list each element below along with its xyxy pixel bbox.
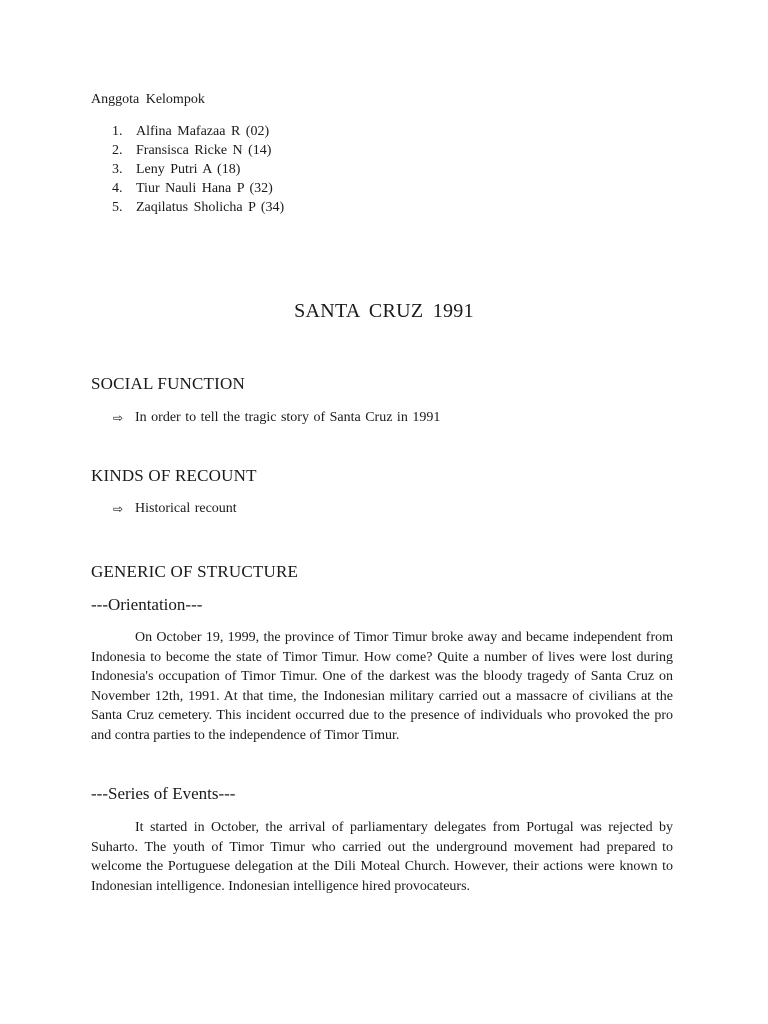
list-item <box>112 179 284 198</box>
social-function-bullet <box>113 410 440 426</box>
series-of-events-label: ---Series of Events--- <box>91 784 236 803</box>
member-name: Zaqilatus Sholicha P (34) <box>136 200 285 215</box>
list-number: 4. <box>112 181 123 196</box>
member-name: Fransisca Ricke N (14) <box>136 143 272 158</box>
bullet-text: Historical recount <box>135 501 237 516</box>
kinds-of-recount-bullet <box>113 501 237 517</box>
list-item <box>112 141 284 160</box>
orientation-label: ---Orientation--- <box>91 595 203 614</box>
generic-structure-heading: GENERIC OF STRUCTURE <box>91 562 299 581</box>
list-number: 1. <box>112 124 123 139</box>
arrow-bullet-icon: ⇨ <box>113 411 124 425</box>
member-name: Alfina Mafazaa R (02) <box>136 124 270 139</box>
orientation-paragraph: On October 19, 1999, the province of Timor Timur broke away and became independent from Indonesia to become the state of Timor Timur. How come? Quite a number of lives were lost during Indonesia's occupation of Timor Timur. One of the darkest was the bloody tragedy of Santa Cruz on November 12th, 1991. At that time, the Indonesian military carried out a massacre of civilians at the Santa Cruz cemetery. This incident occurred due to the presence of individuals who provoked the pro and contra parties to the independence of Timor Timur. <box>91 630 673 743</box>
list-item <box>112 122 284 141</box>
bullet-text: In order to tell the tragic story of Santa Cruz in 1991 <box>135 410 441 425</box>
member-name: Tiur Nauli Hana P (32) <box>136 181 273 196</box>
list-number: 5. <box>112 200 123 215</box>
social-function-heading: SOCIAL FUNCTION <box>91 374 245 393</box>
list-number: 2. <box>112 143 123 158</box>
member-name: Leny Putri A (18) <box>136 162 241 177</box>
kinds-of-recount-heading: KINDS OF RECOUNT <box>91 466 257 485</box>
page-title: SANTA CRUZ 1991 <box>294 300 474 322</box>
member-list <box>112 122 284 217</box>
list-number: 3. <box>112 162 123 177</box>
series-of-events-paragraph: It started in October, the arrival of parliamentary delegates from Portugal was rejected by Suharto. The youth of Timor Timur who carried out the underground movement had prepared to welcome the Portuguese delegation at the Dili Moteal Church. However, their actions were known to Indonesian intelligence. Indonesian intelligence hired provocateurs. <box>91 820 673 894</box>
list-item <box>112 198 284 217</box>
group-label: Anggota Kelompok <box>91 92 205 107</box>
arrow-bullet-icon: ⇨ <box>113 502 124 516</box>
list-item <box>112 160 284 179</box>
